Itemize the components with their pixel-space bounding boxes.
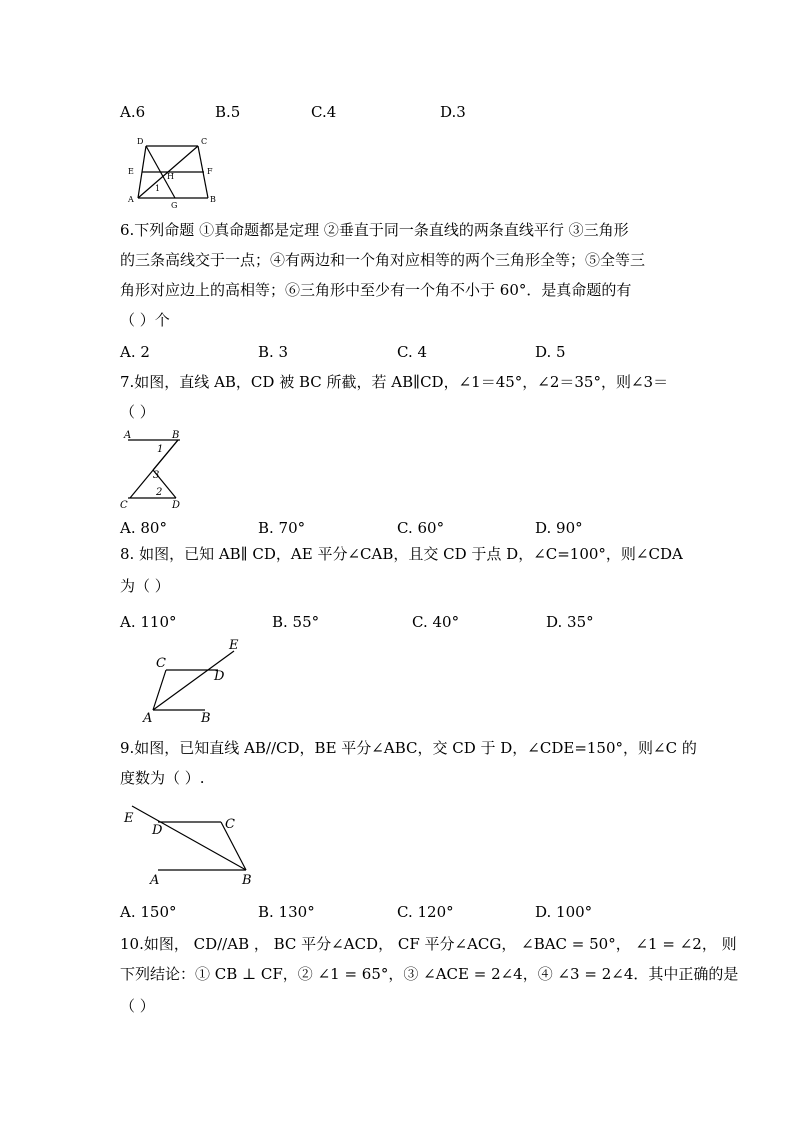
q5-figure — [120, 132, 220, 208]
q5-label-g: G — [171, 201, 178, 208]
q8-label-d: D — [214, 669, 225, 684]
q6-text-line-3: 角形对应边上的高相等；⑥三角形中至少有一个角不小于 60°．是真命题的有 — [120, 281, 632, 299]
q9-label-b: B — [242, 873, 252, 888]
q5-option-b: B.5 — [215, 103, 241, 121]
q10-text-line-1: 10.如图， CD//AB ， BC 平分∠ACD， CF 平分∠ACG， ∠BAC = 50°， ∠1 = ∠2， 则 — [120, 935, 737, 953]
q6-option-c: C. 4 — [397, 343, 428, 361]
q8-option-b: B. 55° — [272, 613, 320, 631]
q8-option-c: C. 40° — [412, 613, 460, 631]
q7-label-3: 3 — [153, 470, 160, 481]
q8-text-line-1: 8. 如图，已知 AB∥ CD，AE 平分∠CAB，且交 CD 于点 D，∠C=100°，则∠CDA — [120, 545, 683, 563]
q5-label-f: F — [207, 167, 213, 176]
q8-label-c: C — [156, 656, 166, 671]
q6-option-d: D. 5 — [535, 343, 566, 361]
q6-text-line-2: 的三条高线交于一点；④有两边和一个角对应相等的两个三角形全等；⑤全等三 — [120, 251, 646, 269]
q5-label-b: B — [210, 195, 216, 204]
q10-text-line-2: 下列结论：① CB ⊥ CF，② ∠1 = 65°，③ ∠ACE = 2∠4，④ ∠3 = 2∠4．其中正确的是 — [120, 965, 739, 983]
q7-figure — [120, 428, 195, 514]
q6-option-b: B. 3 — [258, 343, 289, 361]
q10-text-line-3: （ ） — [120, 997, 155, 1015]
q8-option-a: A. 110° — [120, 613, 177, 631]
q9-text-line-1: 9.如图，已知直线 AB//CD，BE 平分∠ABC，交 CD 于 D，∠CDE=150°，则∠C 的 — [120, 739, 697, 757]
q8-label-a: A — [143, 711, 153, 726]
q9-option-c: C. 120° — [397, 903, 454, 921]
q5-label-c: C — [201, 137, 208, 146]
q9-label-a: A — [150, 873, 160, 888]
q7-label-2: 2 — [156, 487, 163, 498]
q6-text-line-4: （ ）个 — [120, 311, 170, 329]
q8-label-e: E — [229, 638, 239, 653]
q7-label-1: 1 — [157, 444, 164, 455]
q6-text-line-1: 6.下列命题 ①真命题都是定理 ②垂直于同一条直线的两条直线平行 ③三角形 — [120, 221, 629, 239]
q7-option-a: A. 80° — [120, 519, 167, 537]
q7-text-line-1: 7.如图，直线 AB，CD 被 BC 所截，若 AB∥CD，∠1＝45°，∠2＝35°，则∠3＝ — [120, 373, 669, 391]
q7-text-line-2: （ ） — [120, 403, 155, 421]
q9-option-b: B. 130° — [258, 903, 315, 921]
q5-option-c: C.4 — [311, 103, 337, 121]
q9-option-d: D. 100° — [535, 903, 593, 921]
q7-label-a: A — [124, 430, 132, 441]
q5-option-d: D.3 — [440, 103, 466, 121]
q7-label-d: D — [172, 500, 181, 511]
q7-label-c: C — [120, 500, 128, 511]
q9-label-c: C — [225, 817, 235, 832]
q9-option-a: A. 150° — [120, 903, 177, 921]
q5-label-d: D — [137, 137, 144, 146]
q8-option-d: D. 35° — [546, 613, 594, 631]
q9-text-line-2: 度数为（ ）. — [120, 769, 205, 787]
q5-label-1: 1 — [155, 184, 161, 193]
q8-label-b: B — [201, 711, 211, 726]
q7-option-d: D. 90° — [535, 519, 583, 537]
q5-label-e: E — [128, 167, 134, 176]
q9-label-e: E — [124, 811, 134, 826]
q8-text-line-2: 为（ ） — [120, 577, 170, 595]
q5-label-h: H — [167, 172, 174, 181]
q9-label-d: D — [152, 823, 163, 838]
q5-label-a: A — [128, 195, 134, 204]
q8-figure — [140, 636, 250, 728]
q7-option-c: C. 60° — [397, 519, 445, 537]
q8-line-ac — [153, 670, 166, 710]
q7-label-b: B — [172, 430, 180, 441]
q6-option-a: A. 2 — [120, 343, 150, 361]
q9-figure — [118, 800, 268, 892]
q5-option-a: A.6 — [120, 103, 146, 121]
q7-option-b: B. 70° — [258, 519, 306, 537]
